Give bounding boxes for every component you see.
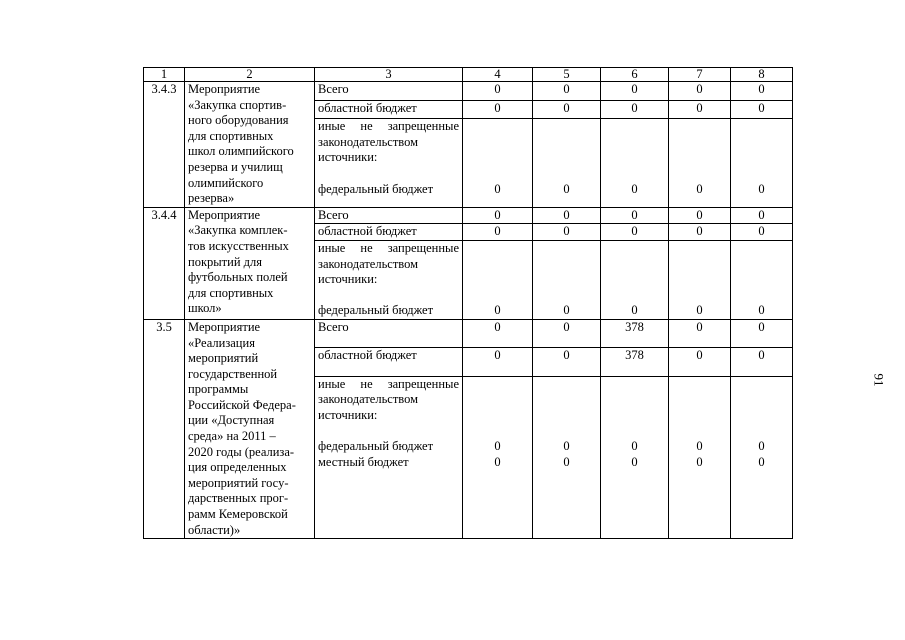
description-line: среда» на 2011 – — [188, 429, 276, 444]
description-line: «Закупка спортив- — [188, 97, 287, 112]
source-regional: областной бюджет — [315, 224, 463, 241]
header-cell: 1 — [144, 68, 185, 82]
value-local: 0 — [696, 454, 703, 469]
value-federal: 0 — [696, 303, 703, 318]
description-line: олимпийского — [188, 175, 264, 190]
value-cell: 0 — [601, 224, 669, 241]
value-cell: 0 — [463, 319, 533, 347]
description-line: школ» — [188, 301, 222, 316]
description-line: резерва» — [188, 191, 235, 206]
header-cell: 8 — [731, 68, 793, 82]
source-other-line: источники: — [318, 408, 378, 423]
value-cell: 0 — [601, 207, 669, 224]
value-cell: 378 — [601, 319, 669, 347]
description-line: «Закупка комплек- — [188, 223, 288, 238]
value-cell: 0 — [731, 319, 793, 347]
value-cell — [669, 119, 731, 208]
source-other-line: иные не запрещенные — [318, 376, 459, 391]
source-total: Всего — [315, 82, 463, 101]
value-federal: 0 — [631, 303, 638, 318]
value-cell: 0 — [463, 224, 533, 241]
value-cell: 0 — [533, 348, 601, 376]
description-line: резерва и училищ — [188, 159, 283, 174]
source-other-line: законодательством — [318, 256, 419, 271]
value-local: 0 — [758, 454, 765, 469]
description-line: Мероприятие — [188, 207, 261, 222]
description-line: «Реализация — [188, 335, 255, 350]
value-cell: 0 — [463, 82, 533, 101]
value-cell — [601, 376, 669, 538]
description-line: для спортивных — [188, 285, 274, 300]
value-local: 0 — [563, 454, 570, 469]
budget-table — [143, 67, 793, 539]
value-cell: 0 — [731, 82, 793, 101]
value-cell — [463, 376, 533, 538]
description-line: государственной — [188, 366, 278, 381]
value-cell: 0 — [731, 348, 793, 376]
source-other-block — [315, 240, 463, 319]
description-line: ного оборудования — [188, 113, 289, 128]
header-cell: 4 — [463, 68, 533, 82]
value-federal: 0 — [563, 303, 570, 318]
value-federal: 0 — [631, 181, 638, 196]
value-cell: 0 — [731, 207, 793, 224]
value-federal: 0 — [494, 181, 501, 196]
value-federal: 0 — [758, 181, 765, 196]
table-row — [144, 82, 793, 101]
value-cell — [533, 119, 601, 208]
source-other-line: источники: — [318, 272, 378, 287]
value-cell: 0 — [533, 319, 601, 347]
description-line: рамм Кемеровской — [188, 507, 288, 522]
value-cell: 0 — [669, 224, 731, 241]
value-local: 0 — [631, 454, 638, 469]
value-cell: 0 — [731, 224, 793, 241]
value-cell — [731, 119, 793, 208]
value-cell — [533, 376, 601, 538]
header-cell: 3 — [315, 68, 463, 82]
header-cell: 5 — [533, 68, 601, 82]
value-cell: 0 — [463, 348, 533, 376]
value-cell: 0 — [601, 82, 669, 101]
value-local: 0 — [494, 454, 501, 469]
source-other-block — [315, 376, 463, 538]
description-line: области)» — [188, 522, 241, 537]
value-cell: 0 — [533, 100, 601, 119]
value-cell — [731, 240, 793, 319]
source-other-line: источники: — [318, 150, 378, 165]
value-federal: 0 — [696, 439, 703, 454]
source-other-line: иные не запрещенные — [318, 240, 459, 255]
description-line: футбольных полей — [188, 270, 288, 285]
value-federal: 0 — [758, 303, 765, 318]
description-line: покрытий для — [188, 254, 262, 269]
value-cell — [533, 240, 601, 319]
value-federal: 0 — [494, 439, 501, 454]
value-cell — [731, 376, 793, 538]
value-cell: 0 — [669, 100, 731, 119]
source-regional: областной бюджет — [315, 100, 463, 119]
source-other-line: законодательством — [318, 392, 419, 407]
source-total: Всего — [315, 319, 463, 347]
item-description — [185, 319, 315, 538]
value-cell: 0 — [463, 207, 533, 224]
description-line: 2020 годы (реализа- — [188, 444, 295, 459]
header-cell: 2 — [185, 68, 315, 82]
item-description — [185, 207, 315, 319]
description-line: Мероприятие — [188, 82, 261, 96]
description-line: ции «Доступная — [188, 413, 275, 428]
description-line: мероприятий госу- — [188, 475, 289, 490]
value-federal: 0 — [563, 181, 570, 196]
description-line: Российской Федера- — [188, 397, 296, 412]
table-row — [144, 319, 793, 347]
item-description — [185, 82, 315, 208]
value-cell — [669, 240, 731, 319]
value-cell: 0 — [669, 207, 731, 224]
header-cell: 6 — [601, 68, 669, 82]
value-cell: 0 — [669, 319, 731, 347]
value-cell: 378 — [601, 348, 669, 376]
source-local: местный бюджет — [318, 454, 409, 469]
item-number: 3.5 — [144, 319, 185, 538]
header-row — [144, 68, 793, 82]
description-line: мероприятий — [188, 351, 259, 366]
source-federal: федеральный бюджет — [318, 439, 434, 454]
value-cell — [601, 240, 669, 319]
description-line: программы — [188, 382, 249, 397]
source-other-line: иные не запрещенные — [318, 119, 459, 134]
value-cell: 0 — [533, 82, 601, 101]
value-cell — [463, 240, 533, 319]
source-total: Всего — [315, 207, 463, 224]
description-line: Мероприятие — [188, 319, 261, 334]
value-cell: 0 — [533, 207, 601, 224]
description-line: ция определенных — [188, 460, 287, 475]
source-federal: федеральный бюджет — [318, 181, 434, 196]
value-federal: 0 — [563, 439, 570, 454]
value-cell: 0 — [533, 224, 601, 241]
value-cell — [669, 376, 731, 538]
description-line: тов искусственных — [188, 238, 289, 253]
value-cell: 0 — [669, 348, 731, 376]
value-cell: 0 — [463, 100, 533, 119]
item-number: 3.4.3 — [144, 82, 185, 208]
value-cell: 0 — [669, 82, 731, 101]
header-cell: 7 — [669, 68, 731, 82]
table-row — [144, 207, 793, 224]
value-federal: 0 — [696, 181, 703, 196]
value-federal: 0 — [758, 439, 765, 454]
description-line: для спортивных — [188, 128, 274, 143]
source-regional: областной бюджет — [315, 348, 463, 376]
value-federal: 0 — [631, 439, 638, 454]
value-federal: 0 — [494, 303, 501, 318]
value-cell — [463, 119, 533, 208]
item-number: 3.4.4 — [144, 207, 185, 319]
value-cell: 0 — [601, 100, 669, 119]
value-cell: 0 — [731, 100, 793, 119]
description-line: дарственных прог- — [188, 491, 289, 506]
description-line: школ олимпийского — [188, 144, 294, 159]
source-federal: федеральный бюджет — [318, 303, 434, 318]
source-other-line: законодательством — [318, 134, 419, 149]
source-other-block — [315, 119, 463, 208]
value-cell — [601, 119, 669, 208]
page-number: 91 — [871, 373, 887, 387]
